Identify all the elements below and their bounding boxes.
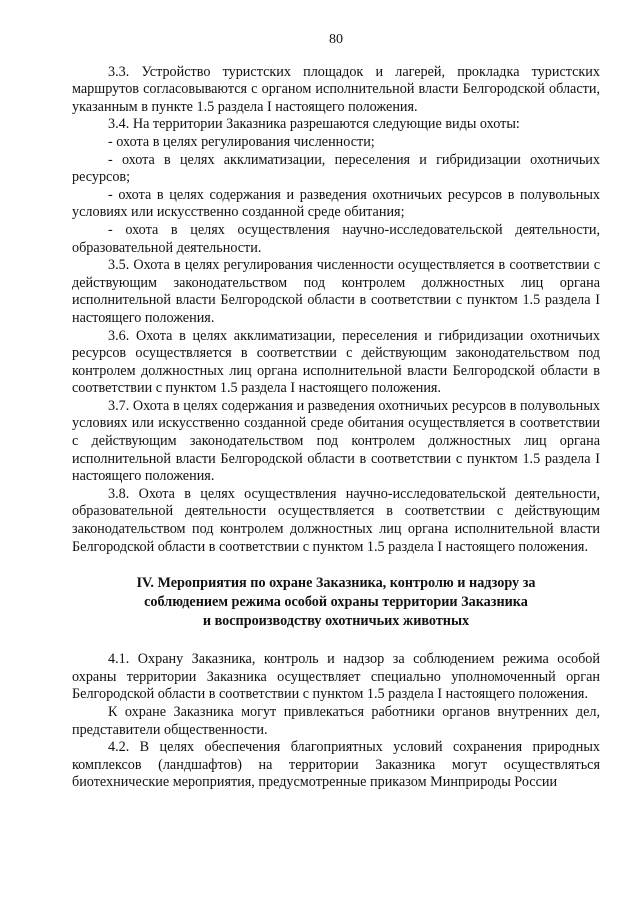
section-4-heading-line-3: и воспроизводству охотничьих животных xyxy=(202,613,470,630)
list-item-hunting-breeding: - охота в целях содержания и разведения охотничьих ресурсов в полувольных условиях или искусственно созданной среде обитания; xyxy=(72,186,600,221)
list-item-hunting-regulation: - охота в целях регулирования численности; xyxy=(108,133,375,150)
section-4-heading-line-2: соблюдением режима особой охраны территории Заказника xyxy=(144,594,528,611)
section-3-body xyxy=(72,64,600,557)
page-number: 80 xyxy=(329,32,343,47)
paragraph-4-1-continued: К охране Заказника могут привлекаться работники органов внутренних дел, представители общественности. xyxy=(72,704,600,738)
paragraph-3-3: 3.3. Устройство туристских площадок и лагерей, прокладка туристских маршрутов согласовываются с органом исполнительной власти Белгородской области, указанным в пункте 1.5 раздела I настоящего положения. xyxy=(72,63,600,115)
list-item-hunting-acclimatization: - охота в целях акклиматизации, переселения и гибридизации охотничьих ресурсов; xyxy=(72,151,600,186)
section-4-heading-line-1: IV. Мероприятия по охране Заказника, контролю и надзору за xyxy=(136,575,536,592)
paragraph-3-6: 3.6. Охота в целях акклиматизации, переселения и гибридизации охотничьих ресурсов осуществляется в соответствии с действующим законодательством под контролем должностных лиц органа исполнительной власти Белгородской области в соответствии с пунктом 1.5 раздела I настоящего положения. xyxy=(72,327,600,397)
section-4-body xyxy=(72,651,600,792)
paragraph-3-7: 3.7. Охота в целях содержания и разведения охотничьих ресурсов в полувольных условиях или искусственно созданной среде обитания осуществляется в соответствии с действующим законодательством под контролем должностных лиц органа исполнительной власти Белгородской области в соответствии с пунктом 1.5 раздела I настоящего положения. xyxy=(72,397,600,485)
paragraph-4-1: 4.1. Охрану Заказника, контроль и надзор за соблюдением режима особой охраны территории Заказника осуществляет специально уполномоченный орган Белгородской области в соответствии с пунктом 1.5 раздела I настоящего положения. xyxy=(72,651,600,703)
paragraph-4-2: 4.2. В целях обеспечения благоприятных условий сохранения природных комплексов (ландшафтов) на территории Заказника могут осуществляться биотехнические мероприятия, предусмотренные приказом Минприроды России xyxy=(72,739,600,791)
paragraph-3-4: 3.4. На территории Заказника разрешаются следующие виды охоты: xyxy=(108,116,520,133)
section-4-heading xyxy=(72,574,600,631)
paragraph-3-8: 3.8. Охота в целях осуществления научно-исследовательской деятельности, образовательной деятельности осуществляется в соответствии с действующим законодательством под контролем должностных лиц органа исполнительной власти Белгородской области в соответствии с пунктом 1.5 раздела I настоящего положения. xyxy=(72,485,600,555)
paragraph-3-5: 3.5. Охота в целях регулирования численности осуществляется в соответствии с действующим законодательством под контролем должностных лиц органа исполнительной власти Белгородской области в соответствии с пунктом 1.5 раздела I настоящего положения. xyxy=(72,257,600,326)
list-item-hunting-research: - охота в целях осуществления научно-исследовательской деятельности, образовательной деятельности. xyxy=(72,221,600,256)
